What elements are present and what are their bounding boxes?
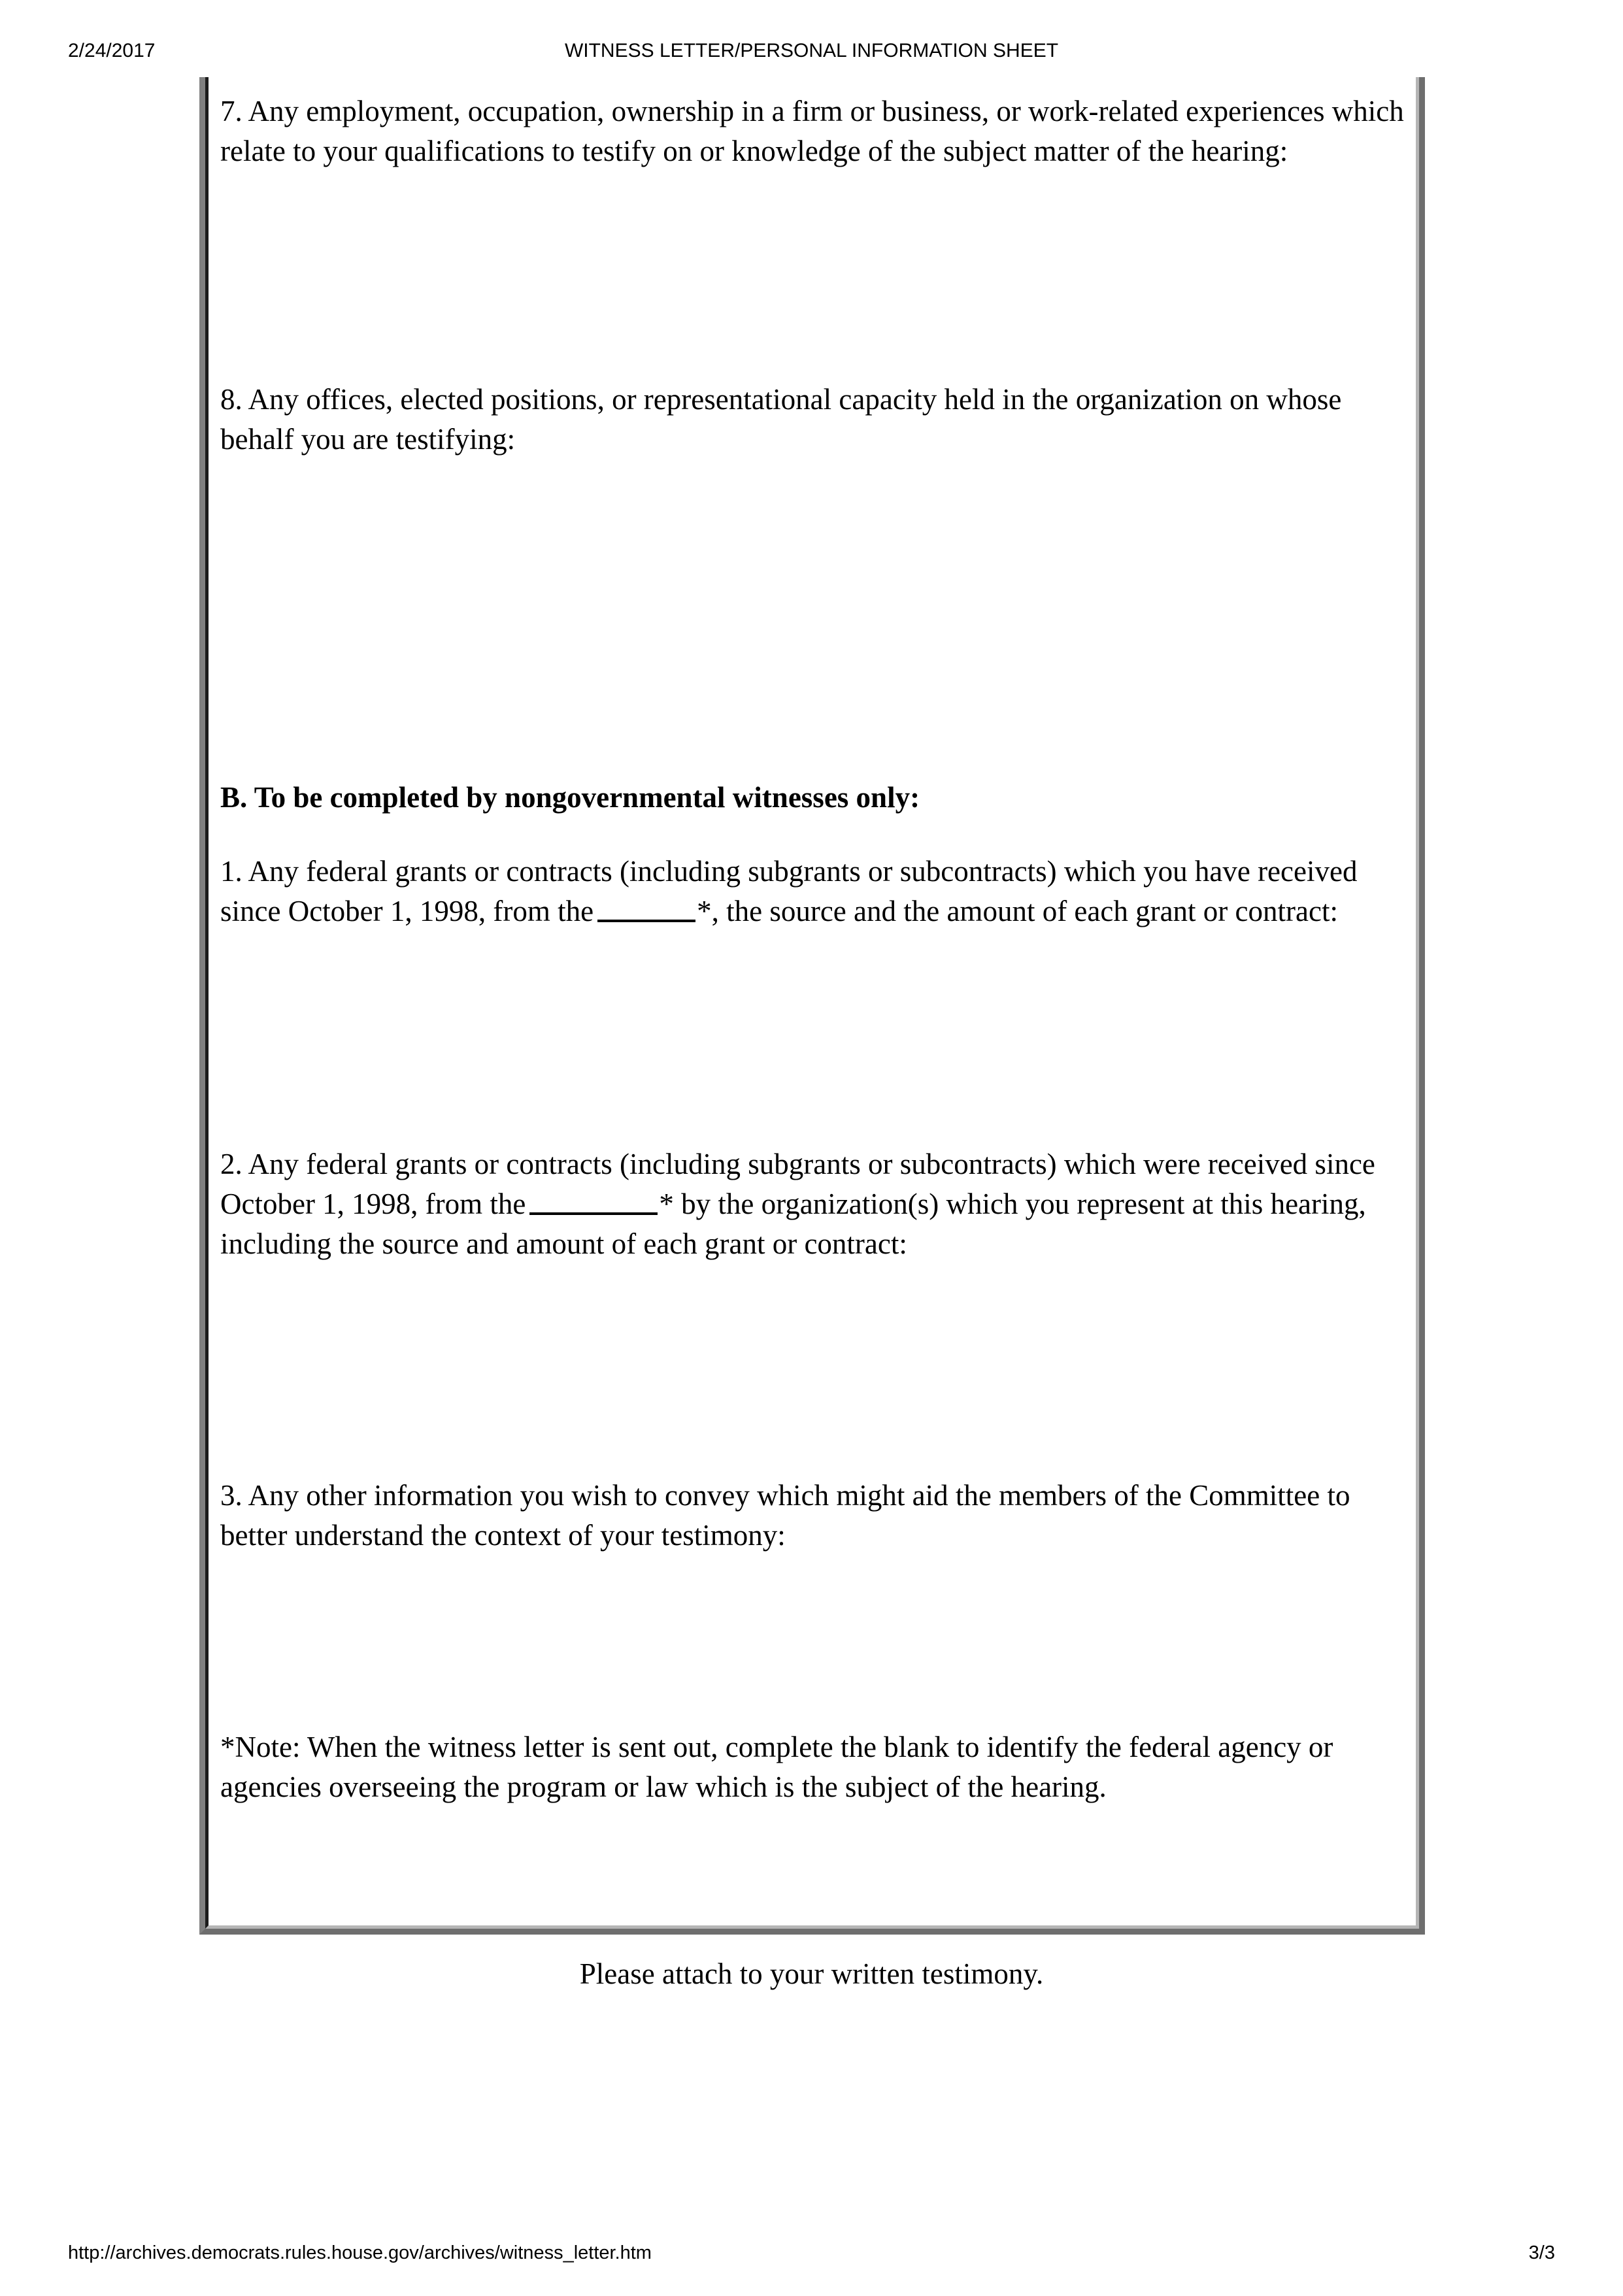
print-footer-url: http://archives.democrats.rules.house.gov/archives/witness_letter.htm: [68, 2242, 652, 2263]
question-item-b2-text-after: * by the organization(s) which you represent at this hearing, including the source and amount of each grant or contract:: [220, 1188, 1366, 1260]
question-item-7: 7. Any employment, occupation, ownership in a firm or business, or work-related experiences which relate to your qualifications to testify on or knowledge of the subject matter of the hearing:: [220, 95, 1404, 167]
question-item-b1-text-before: 1. Any federal grants or contracts (including subgrants or subcontracts) which you have received since October 1, 1998, from the: [220, 855, 1358, 927]
form-note: *Note: When the witness letter is sent out, complete the blank to identify the federal agency or agencies overseeing the program or law which is the subject of the hearing.: [220, 1731, 1333, 1803]
answer-space-item-b3[interactable]: [220, 1556, 1428, 1689]
print-header-title: WITNESS LETTER/PERSONAL INFORMATION SHEET: [564, 40, 1059, 61]
section-b-heading: B. To be completed by nongovernmental witnesses only:: [220, 781, 920, 814]
fill-in-blank-b2[interactable]: [529, 1188, 658, 1215]
print-header: [0, 37, 1623, 65]
print-footer: [0, 2238, 1623, 2267]
question-item-b2-text-before: 2. Any federal grants or contracts (including subgrants or subcontracts) which were received since October 1, 1998, from the: [220, 1148, 1375, 1220]
fill-in-blank-b1[interactable]: [597, 895, 695, 922]
answer-space-item-b1[interactable]: [220, 973, 1428, 1106]
answer-space-item-b2[interactable]: [220, 1306, 1428, 1440]
print-header-date: 2/24/2017: [68, 40, 156, 61]
question-item-b2: [220, 1144, 1407, 1264]
question-item-b3: 3. Any other information you wish to convey which might aid the members of the Committee to better understand the context of your testimony:: [220, 1479, 1350, 1552]
question-item-8: 8. Any offices, elected positions, or representational capacity held in the organization on whose behalf you are testifying:: [220, 383, 1342, 456]
print-footer-page-number: 3/3: [1528, 2242, 1555, 2263]
question-item-b1-text-after: *, the source and the amount of each grant or contract:: [697, 895, 1338, 927]
question-item-b1: [220, 852, 1407, 931]
form-content: [209, 77, 1416, 1925]
answer-space-item-7[interactable]: [220, 211, 1428, 345]
witness-information-form-box: [199, 77, 1425, 1935]
form-box-inner-border: [205, 77, 1419, 1929]
answer-space-item-8[interactable]: [220, 459, 1428, 639]
attach-instruction: Please attach to your written testimony.: [579, 1957, 1044, 1990]
